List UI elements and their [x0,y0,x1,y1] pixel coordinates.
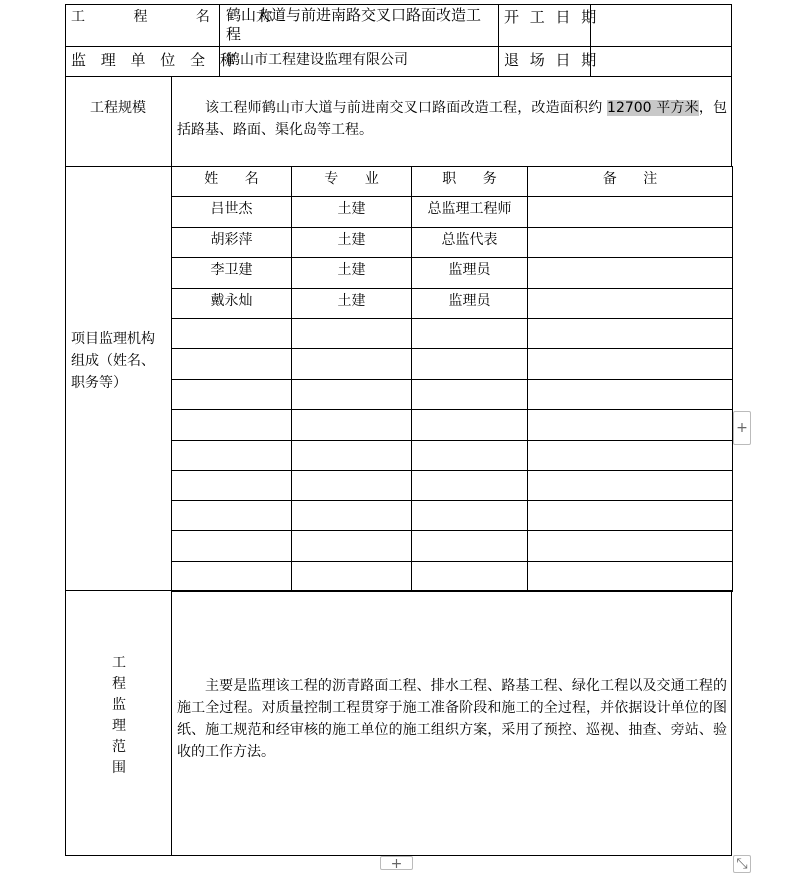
table-cell[interactable] [527,409,733,441]
table-cell[interactable] [171,348,292,380]
resize-table-icon[interactable]: ⤡ [733,855,751,873]
table-cell[interactable] [411,288,528,319]
header-text: 职 务 [442,171,497,187]
cell-text: 总监代表 [441,232,498,248]
column-header [171,166,292,197]
scale-text [177,97,727,141]
table-cell[interactable] [527,196,733,228]
table-cell[interactable] [411,348,528,380]
table-cell[interactable] [291,561,412,592]
table-cell[interactable] [411,500,528,531]
cell-start-date[interactable] [590,4,732,47]
cell-scale-label [65,76,172,167]
label: 项目监理机构组成（姓名、职务等） [71,331,155,391]
table-cell[interactable] [527,500,733,531]
label: 工程监理范围 [112,655,126,776]
table-cell[interactable] [411,470,528,501]
add-row-button[interactable]: + [380,856,413,870]
table-cell[interactable] [411,409,528,441]
cell-text: 李卫建 [210,262,253,278]
table-cell[interactable] [291,409,412,441]
text: ，包括路基、路面、渠化岛等工程。 [177,100,728,138]
project-name: 鹤山大道与前进南路交叉口路面改造工程 [226,6,482,43]
table-cell[interactable] [171,440,292,471]
cell-exit-date-label [498,46,600,77]
header-text: 备 注 [602,171,658,187]
table-cell[interactable] [291,379,412,410]
cell-scale[interactable] [171,76,732,167]
table-cell[interactable] [171,530,292,562]
table-cell[interactable] [171,561,292,592]
table-cell[interactable] [411,379,528,410]
table-cell[interactable] [527,348,733,380]
table-cell[interactable] [411,530,528,562]
table-cell[interactable] [171,409,292,441]
table-cell[interactable] [527,379,733,410]
cell-text: 土建 [337,293,366,309]
table-cell[interactable] [171,379,292,410]
table-cell[interactable] [291,257,412,289]
table-cell[interactable] [171,196,292,228]
table-cell[interactable] [527,440,733,471]
table-cell[interactable] [527,288,733,319]
table-cell[interactable] [411,318,528,349]
table-cell[interactable] [171,227,292,258]
table-cell[interactable] [171,288,292,319]
column-header [411,166,528,197]
label: 开 工 日 期 [504,8,600,26]
table-cell[interactable] [291,470,412,501]
table-cell[interactable] [291,318,412,349]
cell-unit-label [65,46,240,77]
table-cell[interactable] [291,440,412,471]
cell-text: 土建 [337,262,366,278]
cell-text: 吕世杰 [210,201,253,217]
add-column-button[interactable]: + [733,411,751,445]
cell-text: 监理员 [448,262,491,278]
table-cell[interactable] [171,257,292,289]
table-cell[interactable] [171,318,292,349]
table-cell[interactable] [291,348,412,380]
cell-exit-date[interactable] [590,46,732,77]
header-text: 姓 名 [204,171,259,187]
cell-scope-label [65,590,172,856]
label: 工程规模 [90,100,146,116]
cell-text: 戴永灿 [210,293,253,309]
table-cell[interactable] [527,530,733,562]
text: 该工程师鹤山市大道与前进南交叉口路面改造工程，改造面积约 [205,100,608,116]
table-cell[interactable] [171,470,292,501]
cell-unit[interactable] [219,46,499,77]
table-cell[interactable] [171,500,292,531]
table-cell[interactable] [291,196,412,228]
table-cell[interactable] [291,227,412,258]
table-cell[interactable] [527,227,733,258]
table-cell[interactable] [411,196,528,228]
scope-text: 主要是监理该工程的沥青路面工程、排水工程、路基工程、绿化工程以及交通工程的施工全过程。对质量控制工程贯穿于施工准备阶段和施工的全过程，并依据设计单位的图纸、施工规范和经审核的施工单位的施工组织方案，采用了预控、巡视、抽查、旁站、验收的工作方法。 [177,678,727,760]
cell-project-name-label [65,4,295,47]
column-header [527,166,733,197]
table-cell[interactable] [527,318,733,349]
header-text: 专 业 [324,171,379,187]
table-cell[interactable] [411,257,528,289]
cell-text: 土建 [337,201,366,217]
unit-name: 鹤山市工程建设监理有限公司 [226,52,408,68]
table-cell[interactable] [291,500,412,531]
table-cell[interactable] [411,561,528,592]
cell-scope[interactable] [171,590,732,856]
column-header [291,166,412,197]
label: 退 场 日 期 [504,51,600,69]
label: 工 程 名 称 [71,9,295,25]
cell-org-label [65,166,172,591]
cell-text: 土建 [337,232,366,248]
cell-text: 总监理工程师 [427,201,512,217]
cell-start-date-label [498,4,600,47]
table-cell[interactable] [527,257,733,289]
cell-text: 监理员 [448,293,491,309]
label: 监 理 单 位 全 称 [71,51,240,69]
table-cell[interactable] [527,470,733,501]
table-cell[interactable] [291,530,412,562]
cell-text: 胡彩萍 [210,232,253,248]
table-cell[interactable] [411,227,528,258]
table-cell[interactable] [291,288,412,319]
table-cell[interactable] [411,440,528,471]
cell-project-name[interactable] [219,4,499,47]
highlighted-text: 12700 平方米 [607,100,699,116]
table-cell[interactable] [527,561,733,592]
